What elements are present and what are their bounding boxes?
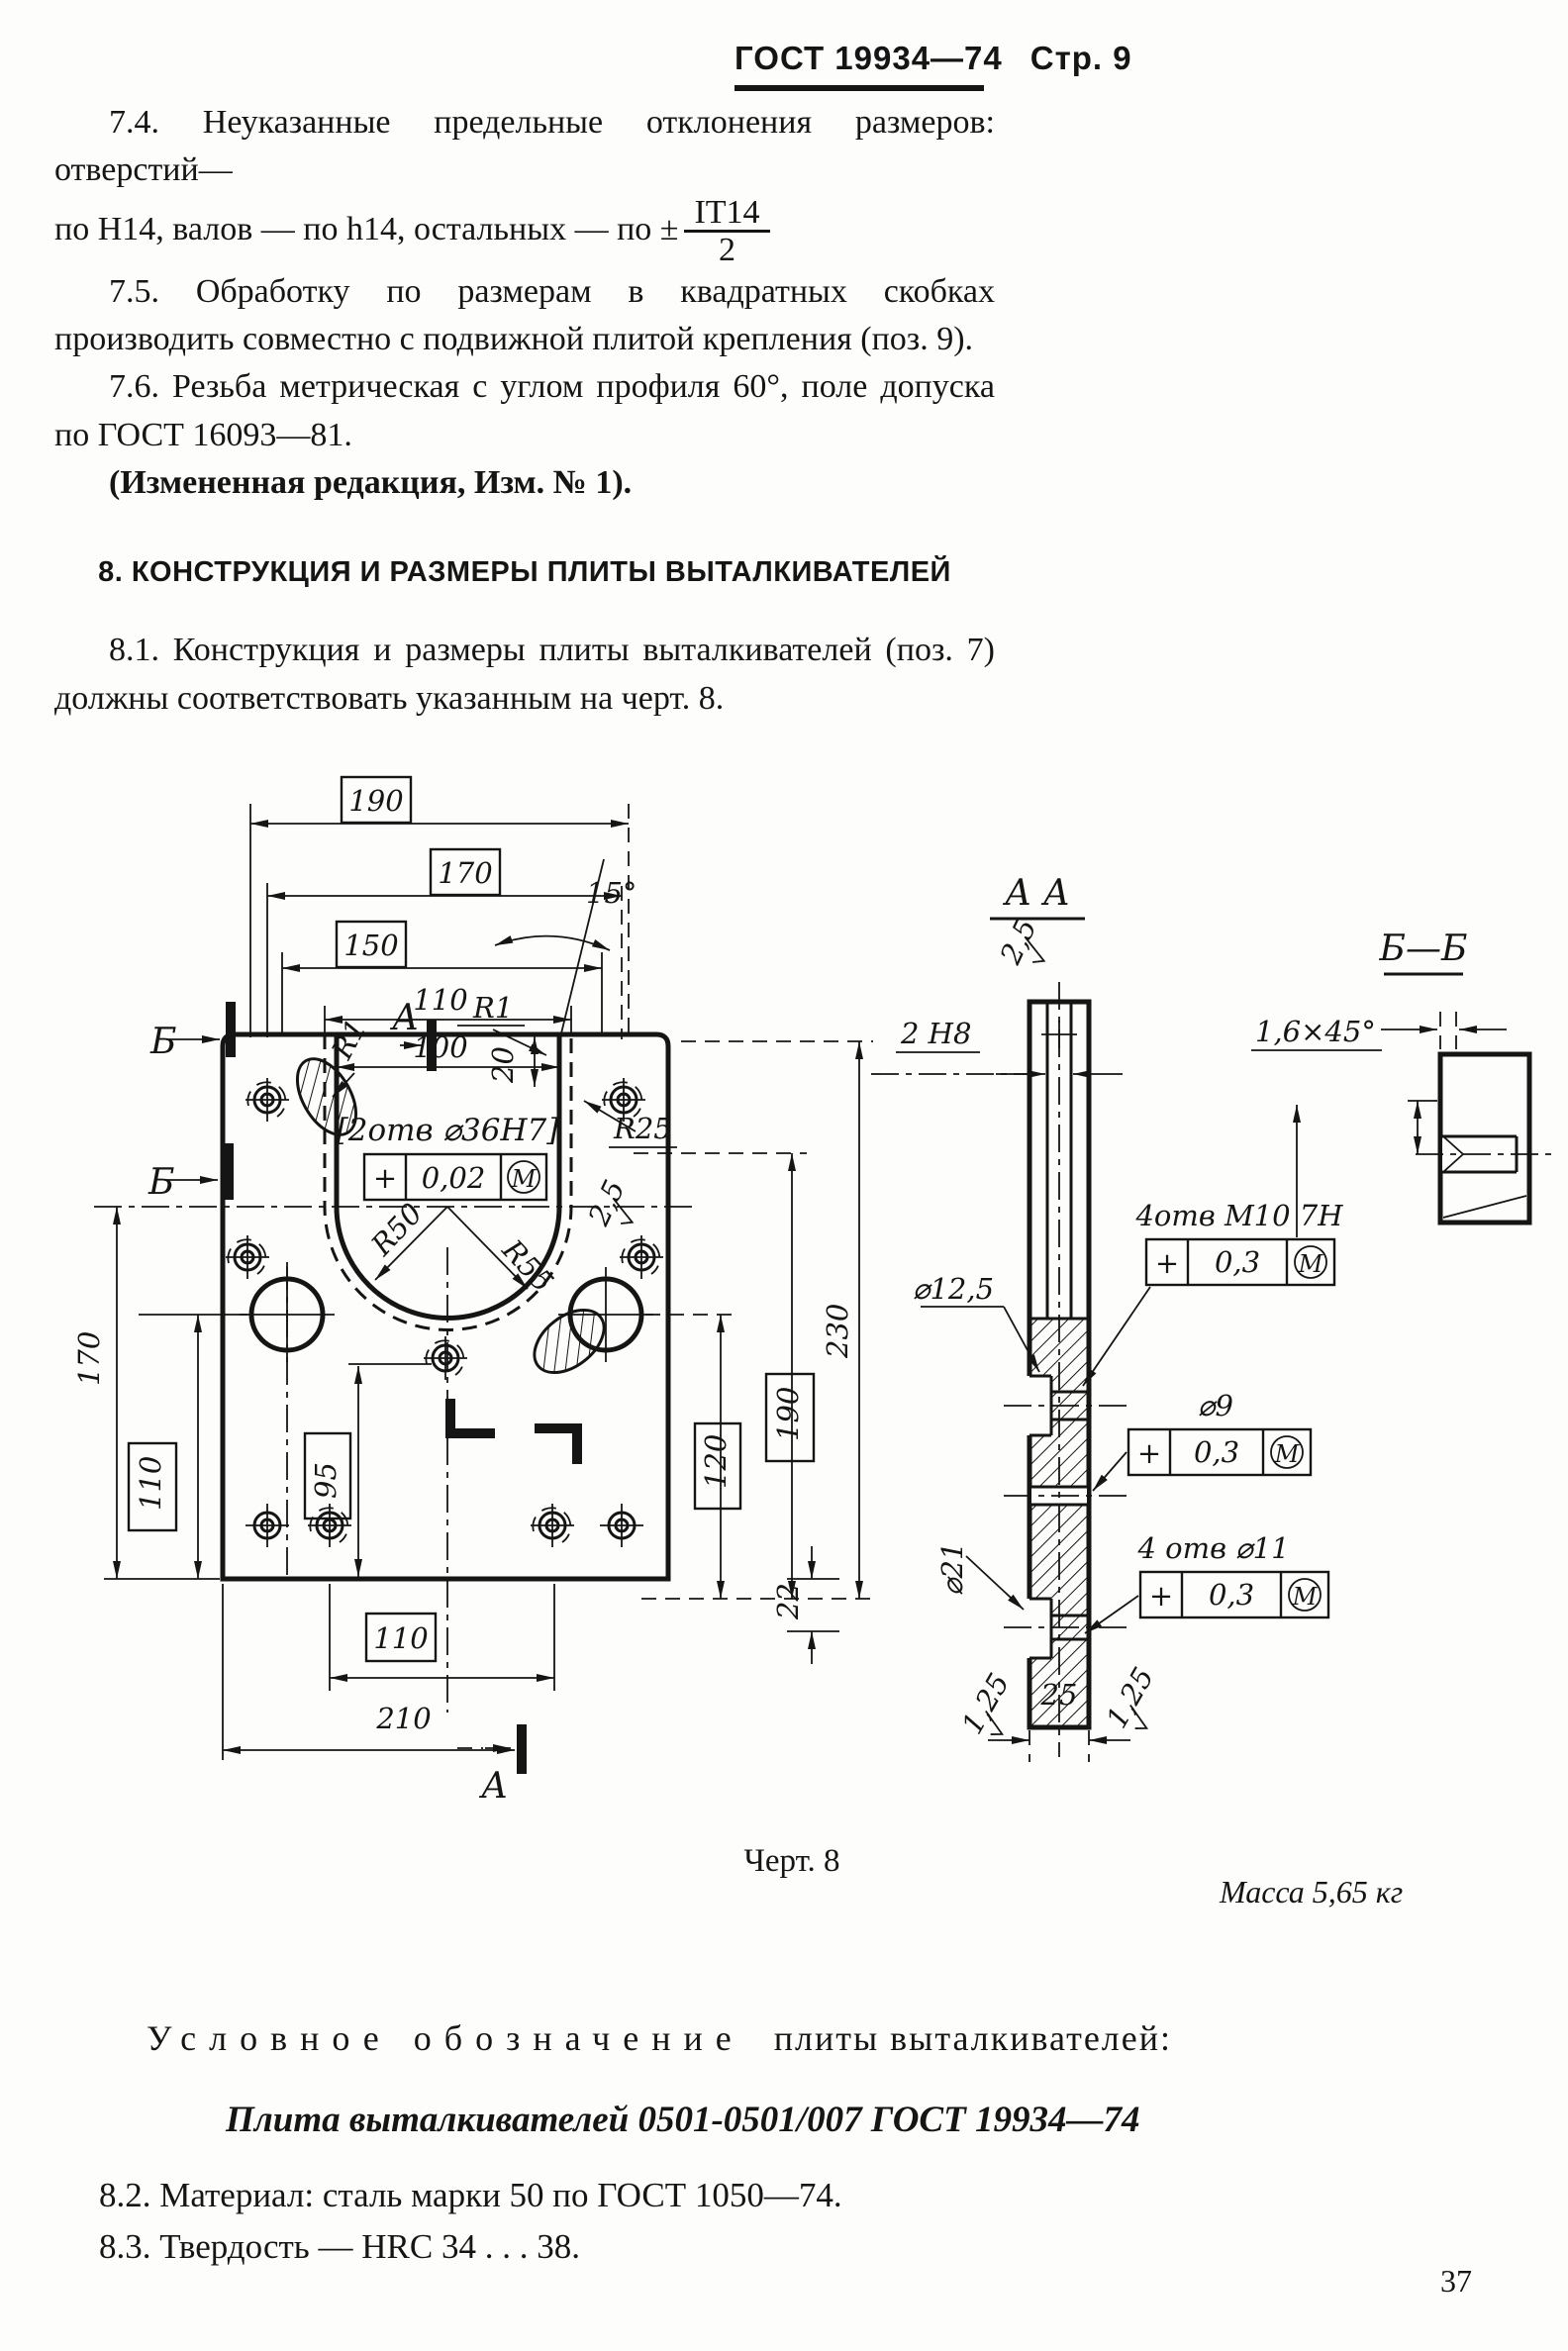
svg-text:+: + xyxy=(1136,1436,1162,1470)
svg-text:170: 170 xyxy=(72,1330,106,1386)
bb-break-line xyxy=(1443,1196,1526,1218)
dim-22 xyxy=(771,1546,839,1664)
svg-text:0,3: 0,3 xyxy=(1208,1578,1255,1612)
label-r55 xyxy=(447,1207,560,1299)
svg-text:М: М xyxy=(1274,1440,1300,1468)
svg-text:R25: R25 xyxy=(614,1112,672,1145)
tolerance-frame-002 xyxy=(364,1154,546,1200)
svg-text:R50: R50 xyxy=(364,1196,430,1262)
svg-text:190: 190 xyxy=(771,1386,805,1441)
svg-text:25: 25 xyxy=(1040,1678,1078,1712)
dim-110-bottom xyxy=(330,1584,554,1691)
header-page: Стр. 9 xyxy=(1029,40,1132,76)
label-r50 xyxy=(364,1197,447,1280)
dim-95 xyxy=(305,1364,432,1577)
dim-190-right xyxy=(634,1153,814,1599)
page-header xyxy=(735,40,1132,91)
svg-text:А: А xyxy=(481,1766,509,1807)
svg-text:М: М xyxy=(511,1165,537,1193)
svg-text:2 Н8: 2 Н8 xyxy=(901,1017,972,1050)
dim-chamfer xyxy=(1251,1012,1507,1050)
main-view xyxy=(72,777,876,1807)
designation-line: Плита выталкивателей 0501-0501/007 ГОСТ 19934—74 xyxy=(226,2100,1140,2140)
hole-36h7-left xyxy=(240,1267,335,1362)
dim-2h8 xyxy=(871,1017,1123,1074)
svg-text:+: + xyxy=(1148,1579,1174,1613)
svg-text:110: 110 xyxy=(413,983,468,1017)
svg-text:1,6×45°: 1,6×45° xyxy=(1255,1015,1376,1048)
svg-text:0,3: 0,3 xyxy=(1214,1245,1261,1279)
svg-text:4 отв ⌀11: 4 отв ⌀11 xyxy=(1137,1531,1290,1565)
svg-text:22: 22 xyxy=(771,1583,805,1619)
corner-mark-right xyxy=(535,1428,577,1464)
svg-text:190: 190 xyxy=(348,784,404,818)
finish-mark-125-right xyxy=(1100,1662,1172,1740)
svg-text:+: + xyxy=(372,1161,398,1195)
svg-text:100: 100 xyxy=(413,1030,468,1064)
section-marker-a-bottom xyxy=(457,1724,522,1807)
para-8-1: 8.1. Конструкция и размеры плиты выталкивателей (поз. 7) должны соответствовать указанным на черт. 8. xyxy=(54,632,995,717)
svg-text:150: 150 xyxy=(343,929,399,962)
para-7-4-line1: 7.4. Неуказанные предельные отклонения размеров: отверстий— xyxy=(54,104,995,189)
para-izm: (Измененная редакция, Изм. № 1). xyxy=(109,463,633,501)
svg-text:R1: R1 xyxy=(325,1013,374,1065)
dim-20 xyxy=(486,1036,535,1087)
svg-text:20: 20 xyxy=(486,1046,520,1083)
svg-text:⌀9: ⌀9 xyxy=(1198,1389,1233,1422)
svg-text:Б: Б xyxy=(150,1022,177,1062)
label-r1-right xyxy=(457,991,546,1055)
dim-150 xyxy=(282,922,602,1034)
page-number: 37 xyxy=(1440,2263,1472,2299)
callout-d11 xyxy=(1085,1531,1328,1633)
svg-text:М: М xyxy=(1292,1583,1318,1611)
body-text xyxy=(54,99,995,723)
svg-text:230: 230 xyxy=(821,1303,854,1358)
svg-text:210: 210 xyxy=(376,1702,432,1735)
svg-text:95: 95 xyxy=(309,1462,343,1499)
svg-text:1,25: 1,25 xyxy=(954,1667,1017,1740)
svg-text:15°: 15° xyxy=(586,876,637,910)
figure-chert-8 xyxy=(0,693,1568,1867)
finish-mark-25-aa xyxy=(993,914,1056,976)
section-marker-b-lower xyxy=(147,1143,229,1203)
callout-d9 xyxy=(1093,1389,1311,1491)
label-d21 xyxy=(935,1542,1024,1610)
svg-text:2,5: 2,5 xyxy=(581,1174,632,1230)
svg-text:Б: Б xyxy=(148,1162,175,1203)
svg-text:110: 110 xyxy=(373,1621,429,1655)
corner-mark-left xyxy=(450,1399,495,1433)
title-b-b: Б—Б xyxy=(1379,929,1468,969)
svg-text:А: А xyxy=(392,998,420,1038)
note-2otv-36h7: [2отв ⌀36Н7] xyxy=(336,1113,559,1148)
finish-mark-125-left xyxy=(955,1668,1028,1746)
section-8-heading: 8. КОНСТРУКЦИЯ И РАЗМЕРЫ ПЛИТЫ ВЫТАЛКИВАТЕЛЕЙ xyxy=(98,556,951,589)
figure-caption: Черт. 8 xyxy=(743,1843,840,1879)
label-r25 xyxy=(584,1101,677,1147)
dim-230 xyxy=(681,1041,873,1599)
para-7-4-line2: по H14, валов — по h14, остальных — по ± $\frac{IT14}{2}$ xyxy=(54,195,995,268)
para-7-5: 7.5. Обработку по размерам в квадратных скобках производить совместно с подвижной плитой крепления (поз. 9). xyxy=(54,272,995,358)
para-8-3: 8.3. Твердость — HRC 34 . . . 38. xyxy=(99,2227,580,2266)
designation-heading: Условное обозначение плиты выталкивателей: xyxy=(147,2018,1173,2058)
title-a-a: А А xyxy=(1005,873,1070,914)
svg-text:⌀21: ⌀21 xyxy=(935,1541,969,1596)
section-view-a-a xyxy=(871,873,1343,1762)
svg-text:R55: R55 xyxy=(495,1232,560,1299)
dim-15deg xyxy=(495,859,637,1037)
svg-text:+: + xyxy=(1154,1246,1180,1280)
svg-text:2,5: 2,5 xyxy=(993,913,1043,969)
svg-text:0,3: 0,3 xyxy=(1193,1435,1240,1469)
dim-210 xyxy=(223,1584,515,1760)
section-marker-b-upper xyxy=(149,1002,231,1062)
aa-hole-middle xyxy=(1004,1487,1128,1505)
dim-110-left xyxy=(129,1315,247,1579)
svg-text:М: М xyxy=(1298,1250,1323,1278)
para-7-6: 7.6. Резьба метрическая с углом профиля 60°, поле допуска по ГОСТ 16093—81. xyxy=(54,368,995,453)
callout-m10 xyxy=(1083,1105,1343,1386)
mass-note: Масса 5,65 кг xyxy=(1220,1874,1404,1910)
para-8-2: 8.2. Материал: сталь марки 50 по ГОСТ 1050—74. xyxy=(99,2176,842,2214)
svg-text:1,25: 1,25 xyxy=(1099,1661,1161,1734)
svg-text:⌀12,5: ⌀12,5 xyxy=(913,1272,995,1306)
svg-text:120: 120 xyxy=(699,1433,733,1489)
svg-text:R1: R1 xyxy=(473,991,514,1025)
bb-depth-dim xyxy=(1408,1101,1437,1154)
svg-text:4отв М10 7Н: 4отв М10 7Н xyxy=(1135,1199,1343,1232)
svg-text:170: 170 xyxy=(438,856,493,890)
svg-text:110: 110 xyxy=(134,1455,167,1511)
fraction-it14-2: $\frac{IT14}{2}$ xyxy=(684,195,769,268)
header-gost: ГОСТ 19934—74 xyxy=(735,40,1003,76)
label-d12-5 xyxy=(913,1272,1039,1372)
svg-text:0,02: 0,02 xyxy=(421,1161,486,1195)
